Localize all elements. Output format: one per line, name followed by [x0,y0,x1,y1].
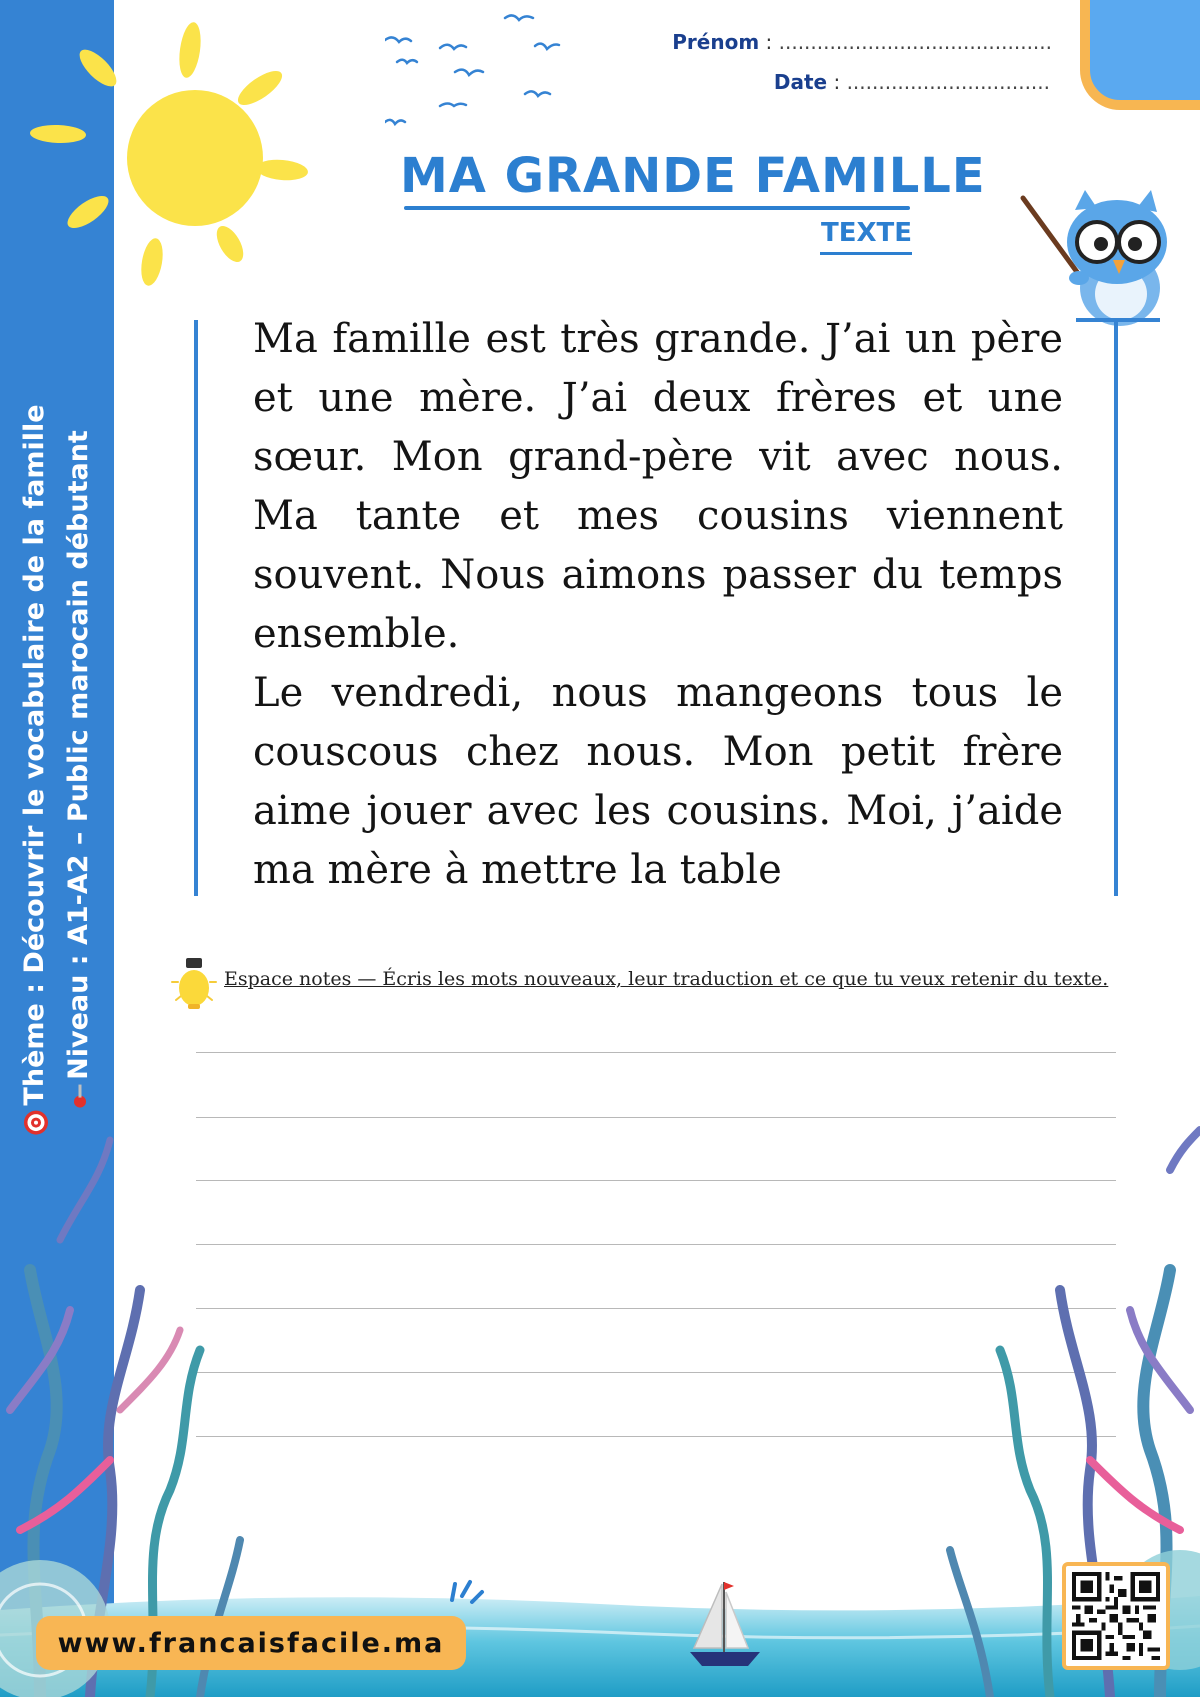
website-badge[interactable] [36,1616,466,1670]
level-line-wrap [57,404,101,1135]
lightbulb-icon [168,956,220,1016]
page-title: MA GRANDE FAMILLE [400,148,986,204]
text-frame-topbar [1076,318,1160,322]
prenom-label: Prénom [672,30,760,54]
prenom-separator: : [759,30,779,54]
note-line[interactable] [196,1052,1116,1053]
theme-line-wrap [13,404,57,1135]
qr-code[interactable] [1062,1562,1170,1670]
website-link[interactable]: www.francaisfacile.ma [57,1627,445,1659]
prenom-field[interactable] [672,30,1052,54]
paragraph-1: Ma famille est très grande. J’ai un père et une mère. J’ai deux frères et une sœur. Mon grand-père vit avec nous. Ma tante et mes cousins viennent souvent. Nous aimons passer du temps ensemble. [253,316,1063,657]
coral-reef-decoration [0,1110,1200,1697]
subtitle-underline [820,252,912,255]
date-label: Date [773,70,828,94]
date-separator: : [827,70,847,94]
title-underline [404,206,910,210]
level-line: Niveau : A1-A2 – Public marocain débutant [63,430,94,1080]
page-subtitle: TEXTE [820,218,912,248]
owl-icon [1015,180,1175,330]
theme-line: Thème : Découvrir le vocabulaire de la famille [19,404,50,1106]
birds-icon [385,10,595,140]
pin-icon [67,1084,93,1110]
text-frame-left [194,320,198,896]
sailboat-icon [686,1578,766,1670]
paragraph-2: Le vendredi, nous mangeons tous le couscous chez nous. Mon petit frère aime jouer avec les cousins. Moi, j’aide ma mère à mettre la table [253,670,1063,893]
date-field[interactable] [774,70,1050,94]
text-frame-right [1114,320,1118,896]
prenom-blank[interactable]: ........................................... [778,30,1052,54]
notes-label: Espace notes — Écris les mots nouveaux, leur traduction et ce que tu veux retenir du texte. [224,968,1109,990]
reading-text [253,310,1063,900]
sun-icon [20,10,320,300]
corner-tab [1080,0,1200,110]
date-blank[interactable]: ................................ [846,70,1050,94]
